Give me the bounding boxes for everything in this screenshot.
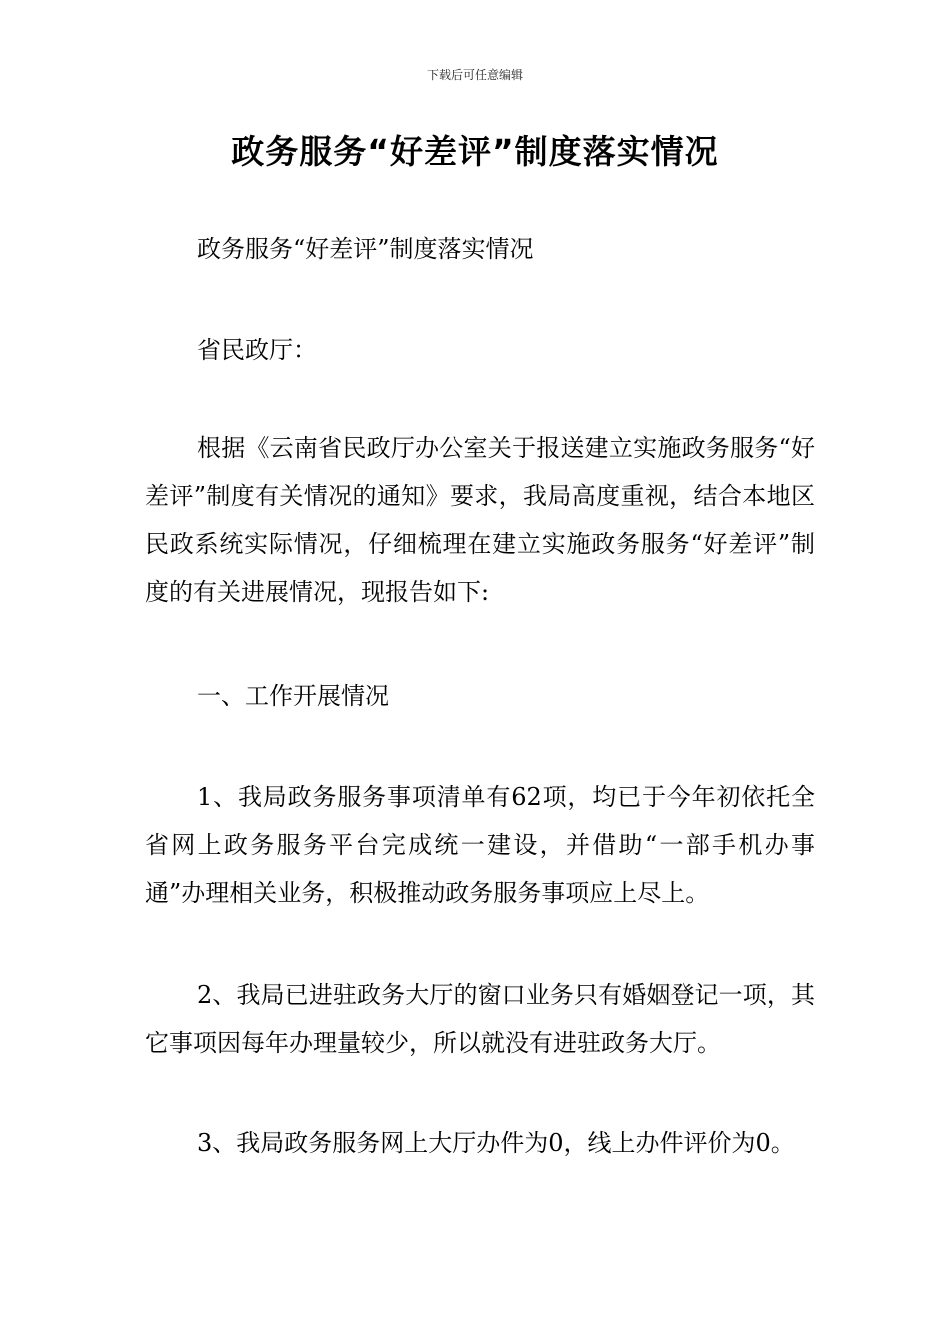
document-title: 政务服务“好差评”制度落实情况	[231, 132, 719, 171]
item-2-paragraph: 2、我局已进驻政务大厅的窗口业务只有婚姻登记一项，其它事项因每年办理量较少，所以就没有进驻政务大厅。	[145, 981, 815, 1057]
section-heading: 一、工作开展情况	[197, 682, 389, 710]
subtitle-paragraph: 政务服务“好差评”制度落实情况	[197, 235, 534, 263]
header-note: 下载后可任意编辑	[426, 68, 523, 82]
item-3-paragraph: 3、我局政务服务网上大厅办件为0，线上办件评价为0。	[197, 1129, 795, 1157]
intro-paragraph: 根据《云南省民政厅办公室关于报送建立实施政务服务“好差评”制度有关情况的通知》要求，我局高度重视，结合本地区民政系统实际情况，仔细梳理在建立实施政务服务“好差评”制度的有关进展情况，现报告如下:	[145, 434, 815, 606]
item-1-paragraph: 1、我局政务服务事项清单有62项，均已于今年初依托全省网上政务服务平台完成统一建设，并借助“一部手机办事通”办理相关业务，积极推动政务服务事项应上尽上。	[145, 783, 815, 907]
salutation-paragraph: 省民政厅：	[197, 336, 317, 364]
